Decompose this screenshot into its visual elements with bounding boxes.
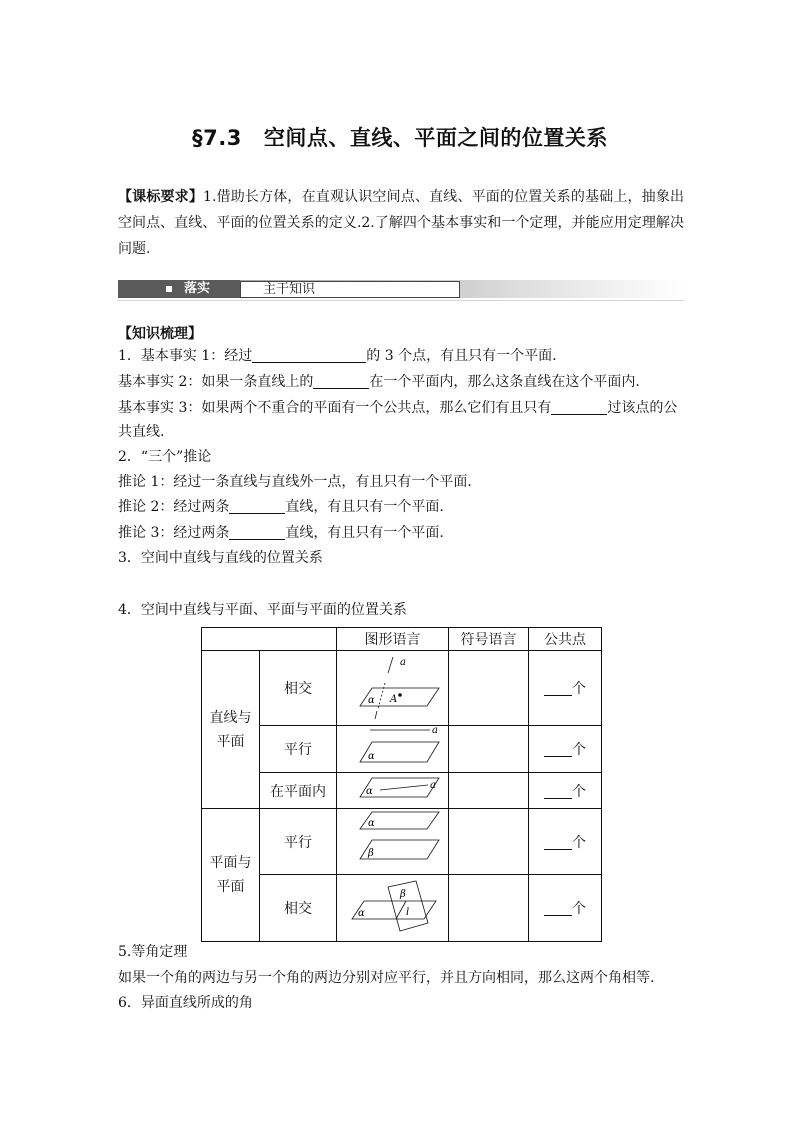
- table-row: [202, 809, 602, 875]
- fill-blank[interactable]: [544, 681, 572, 696]
- count-suffix: 个: [572, 901, 586, 917]
- plane-beta: [388, 881, 428, 931]
- section-6-heading: 6．异面直线所成的角: [118, 995, 253, 1011]
- label-a: a: [429, 780, 436, 791]
- diagram-line-plane-parallel: [337, 726, 449, 773]
- fact-1-post: 的 3 个点，有且只有一个平面.: [366, 348, 557, 364]
- group-line-plane: [202, 651, 260, 809]
- line-plane-intersect-diagram: [338, 651, 448, 721]
- section-number: §7.3: [192, 126, 242, 150]
- label-alpha: α: [367, 751, 375, 762]
- header-blank-cell: [202, 628, 337, 651]
- group-2-line-b: 平面: [216, 879, 245, 895]
- line-a-lower: [375, 711, 377, 719]
- line-l: [396, 901, 406, 919]
- count-cell: [529, 809, 602, 875]
- group-plane-plane: [202, 809, 260, 942]
- symbol-cell[interactable]: [449, 809, 529, 875]
- count-cell: [529, 651, 602, 726]
- section-banner: [118, 280, 684, 298]
- table-row: [202, 875, 602, 942]
- symbol-cell[interactable]: [449, 726, 529, 773]
- count-cell: [529, 875, 602, 942]
- line-a-upper: [388, 657, 393, 673]
- label-A: A: [389, 694, 397, 705]
- group-2-line-a: 平面与: [209, 855, 252, 871]
- fill-blank[interactable]: [544, 835, 572, 850]
- corollary-2: [118, 497, 444, 517]
- diagram-line-plane-intersect: [337, 651, 449, 726]
- title-text: 空间点、直线、平面之间的位置关系: [263, 126, 608, 150]
- count-cell: [529, 726, 602, 773]
- header-symbol: 符号语言: [449, 628, 529, 651]
- line-plane-parallel-diagram: [338, 726, 448, 768]
- row-label: 相交: [260, 875, 337, 942]
- count-cell: [529, 773, 602, 809]
- corollary-3-pre: 推论 3：经过两条: [118, 525, 230, 541]
- diagram-plane-intersect: [337, 875, 449, 942]
- line-a: [380, 785, 428, 790]
- banner-dark-block: [118, 280, 240, 298]
- label-alpha: α: [365, 786, 373, 797]
- curriculum-requirement: [118, 184, 684, 262]
- page-title: [0, 122, 800, 152]
- count-suffix: 个: [572, 783, 586, 800]
- knowledge-heading: 【知识梳理】: [118, 326, 202, 342]
- fact-2-post: 在一个平面内，那么这条直线在这个平面内.: [369, 374, 640, 390]
- diagram-plane-parallel: [337, 809, 449, 875]
- header-graphic: 图形语言: [337, 628, 449, 651]
- fact-3-post: 过该点的公: [607, 400, 678, 416]
- section-5-heading: 5.等角定理: [118, 944, 188, 960]
- diagram-line-in-plane: [337, 773, 449, 809]
- banner-left-label: 落实: [184, 281, 211, 296]
- label-l: l: [405, 907, 409, 918]
- table-row: [202, 773, 602, 809]
- point-A: [398, 693, 402, 697]
- count-suffix: 个: [572, 742, 586, 758]
- header-common-points: 公共点: [529, 628, 602, 651]
- plane-intersect-diagram: [338, 875, 448, 937]
- line-in-plane-diagram: [338, 773, 448, 804]
- fill-blank[interactable]: [229, 499, 285, 514]
- requirement-text: 1.借助长方体，在直观认识空间点、直线、平面的位置关系的基础上，抽象出空间点、直线、平面的位置关系的定义.2.了解四个基本事实和一个定理，并能应用定理解决问题.: [118, 189, 685, 257]
- banner-divider: [118, 300, 684, 301]
- corollary-3: [118, 523, 444, 543]
- fact-3-cont: 共直线.: [118, 424, 165, 440]
- line-a-hidden: [378, 683, 385, 709]
- fact-2-pre: 基本事实 2：如果一条直线上的: [118, 374, 314, 390]
- fill-blank[interactable]: [252, 348, 366, 363]
- label-a: a: [399, 657, 406, 668]
- label-alpha: α: [357, 908, 365, 919]
- count-suffix: 个: [572, 834, 586, 851]
- fill-blank[interactable]: [544, 742, 572, 757]
- position-relation-table: [201, 627, 602, 942]
- fact-3: [118, 398, 677, 418]
- corollary-2-post: 直线，有且只有一个平面.: [285, 499, 444, 515]
- fill-blank[interactable]: [229, 525, 285, 540]
- requirement-label: 【课标要求】: [118, 189, 204, 205]
- equal-angle-theorem: 如果一个角的两边与另一个角的两边分别对应平行，并且方向相同，那么这两个角相等.: [118, 970, 655, 986]
- row-label: 平行: [260, 809, 337, 875]
- section-2-heading: 2．“三个”推论: [118, 449, 212, 465]
- section-3-heading: 3．空间中直线与直线的位置关系: [118, 550, 323, 566]
- fill-blank[interactable]: [544, 784, 572, 799]
- row-label: 平行: [260, 726, 337, 773]
- section-4-heading: 4．空间中直线与平面、平面与平面的位置关系: [118, 602, 407, 618]
- row-label: 相交: [260, 651, 337, 726]
- label-a: a: [431, 726, 438, 736]
- fact-2: [118, 372, 640, 392]
- symbol-cell[interactable]: [449, 875, 529, 942]
- fact-1-pre: 1．基本事实 1：经过: [118, 348, 253, 364]
- banner-right-label: 主干知识: [240, 281, 460, 298]
- corollary-2-pre: 推论 2：经过两条: [118, 499, 230, 515]
- square-bullet-icon: [166, 286, 172, 292]
- count-suffix: 个: [572, 681, 586, 697]
- fill-blank[interactable]: [313, 374, 369, 389]
- plane-parallel-diagram: [338, 809, 448, 870]
- fact-3-pre: 基本事实 3：如果两个不重合的平面有一个公共点，那么它们有且只有: [118, 400, 552, 416]
- symbol-cell[interactable]: [449, 773, 529, 809]
- label-alpha: α: [367, 695, 375, 706]
- symbol-cell[interactable]: [449, 651, 529, 726]
- group-1-line-a: 直线与: [209, 709, 252, 726]
- label-beta: β: [399, 889, 406, 900]
- table-header-row: [202, 628, 602, 651]
- group-1-line-b: 平面: [216, 733, 245, 750]
- corollary-1: 推论 1：经过一条直线与直线外一点，有且只有一个平面.: [118, 474, 472, 490]
- corollary-3-post: 直线，有且只有一个平面.: [285, 525, 444, 541]
- label-alpha: α: [367, 818, 375, 829]
- fill-blank[interactable]: [544, 901, 572, 916]
- table-row: [202, 726, 602, 773]
- row-label: 在平面内: [260, 773, 337, 809]
- fact-1: [118, 346, 557, 366]
- fill-blank[interactable]: [551, 400, 607, 415]
- label-beta: β: [367, 848, 374, 859]
- table-row: [202, 651, 602, 726]
